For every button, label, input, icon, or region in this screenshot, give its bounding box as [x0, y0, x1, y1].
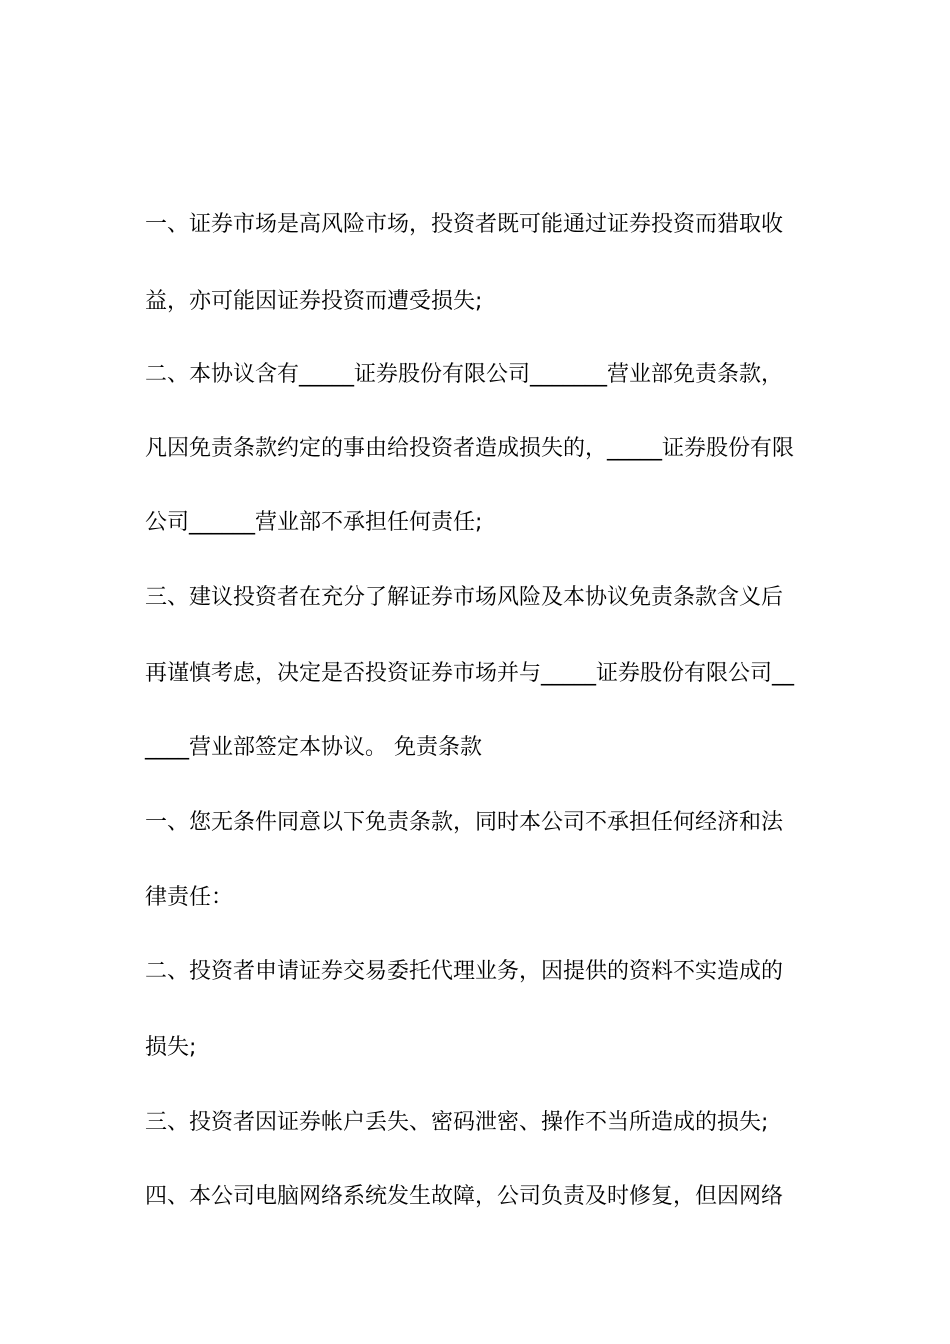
text-line-7: 再谨慎考虑，决定是否投资证券市场并与_____证券股份有限公司__ — [145, 661, 795, 686]
text-line-5: 公司______营业部不承担任何责任; — [145, 510, 483, 535]
text-line-14: 四、本公司电脑网络系统发生故障，公司负责及时修复，但因网络 — [145, 1184, 784, 1209]
text-line-1: 一、证券市场是高风险市场，投资者既可能通过证券投资而猎取收 — [145, 212, 784, 237]
text-line-13: 三、投资者因证券帐户丢失、密码泄密、操作不当所造成的损失; — [145, 1110, 769, 1135]
text-line-3: 二、本协议含有_____证券股份有限公司_______营业部免责条款， — [145, 362, 784, 387]
text-line-4: 凡因免责条款约定的事由给投资者造成损失的，_____证券股份有限 — [145, 436, 795, 461]
text-line-10: 律责任： — [145, 885, 234, 910]
text-line-12: 损失; — [145, 1035, 197, 1060]
text-line-11: 二、投资者申请证券交易委托代理业务，因提供的资料不实造成的 — [145, 959, 784, 984]
text-line-6: 三、建议投资者在充分了解证券市场风险及本协议免责条款含义后 — [145, 585, 784, 610]
text-line-9: 一、您无条件同意以下免责条款，同时本公司不承担任何经济和法 — [145, 810, 784, 835]
text-line-2: 益，亦可能因证券投资而遭受损失; — [145, 289, 483, 314]
text-line-8: ____营业部签定本协议。 免责条款 — [145, 735, 482, 760]
